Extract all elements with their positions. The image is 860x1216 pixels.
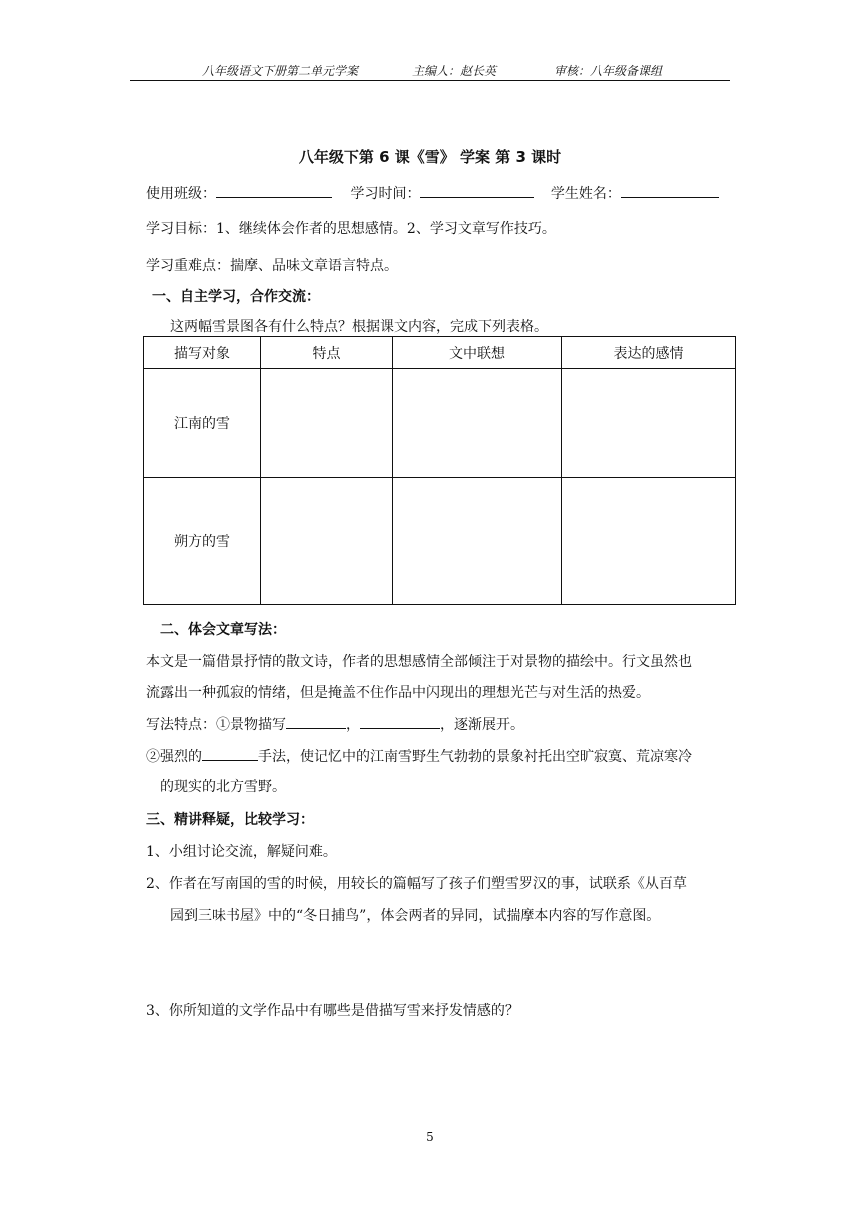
class-blank[interactable] bbox=[216, 185, 332, 198]
feature-blank-1[interactable] bbox=[286, 716, 346, 729]
table-header-feature: 特点 bbox=[261, 337, 393, 369]
item2-prefix: ②强烈的 bbox=[146, 749, 202, 765]
table-row bbox=[144, 369, 736, 478]
name-label: 学生姓名： bbox=[550, 186, 621, 202]
time-label: 学习时间： bbox=[350, 186, 421, 202]
item2-blank[interactable] bbox=[202, 748, 258, 761]
section2-para-line2: 流露出一种孤寂的情绪，但是掩盖不住作品中闪现出的理想光芒与对生活的热爱。 bbox=[146, 685, 650, 701]
section1-prompt: 这两幅雪景图各有什么特点？根据课文内容，完成下列表格。 bbox=[170, 319, 548, 335]
table-cell[interactable] bbox=[393, 369, 562, 478]
feature-sep: ， bbox=[346, 717, 360, 733]
question-2-line2: 园到三味书屋》中的“冬日捕鸟”，体会两者的异同，试揣摩本内容的写作意图。 bbox=[170, 908, 661, 924]
section2-para-line1: 本文是一篇借景抒情的散文诗，作者的思想感情全部倾注于对景物的描绘中。行文虽然也 bbox=[146, 654, 692, 670]
section1-heading: 一、自主学习，合作交流： bbox=[152, 289, 320, 305]
row-label-jiangnan: 江南的雪 bbox=[144, 369, 261, 478]
table-cell[interactable] bbox=[393, 478, 562, 605]
learning-goals: 学习目标：1、继续体会作者的思想感情。2、学习文章写作技巧。 bbox=[146, 221, 556, 237]
table-cell[interactable] bbox=[562, 369, 736, 478]
feature-blank-2[interactable] bbox=[360, 716, 440, 729]
name-blank[interactable] bbox=[621, 185, 719, 198]
section2-heading: 二、体会文章写法： bbox=[160, 622, 286, 638]
page-title: 八年级下第 6 课《雪》 学案 第 3 课时 bbox=[298, 148, 562, 166]
info-line bbox=[146, 183, 719, 203]
table-header-emotion: 表达的感情 bbox=[562, 337, 736, 369]
header-editor: 主编人：赵长英 bbox=[412, 64, 497, 78]
table-cell[interactable] bbox=[261, 369, 393, 478]
class-label: 使用班级： bbox=[146, 186, 216, 202]
question-1: 1、小组讨论交流，解疑问难。 bbox=[146, 844, 337, 860]
feature-suffix: ，逐渐展开。 bbox=[440, 717, 524, 733]
page-number: 5 bbox=[426, 1130, 434, 1144]
table-cell[interactable] bbox=[261, 478, 393, 605]
time-blank[interactable] bbox=[420, 185, 534, 198]
header-reviewer: 审核：八年级备课组 bbox=[554, 64, 663, 78]
feature-prefix: 写法特点：①景物描写 bbox=[146, 717, 286, 733]
header-book: 八年级语文下册第二单元学案 bbox=[202, 64, 359, 78]
row-label-shuofang: 朔方的雪 bbox=[144, 478, 261, 605]
table-row bbox=[144, 478, 736, 605]
table-cell[interactable] bbox=[562, 478, 736, 605]
running-header bbox=[130, 62, 730, 81]
comparison-table bbox=[143, 336, 736, 605]
writing-item2-line bbox=[146, 746, 692, 766]
table-header-association: 文中联想 bbox=[393, 337, 562, 369]
table-header-object: 描写对象 bbox=[144, 337, 261, 369]
item2-suffix: 手法，使记忆中的江南雪野生气勃勃的景象衬托出空旷寂寞、荒凉寒冷 bbox=[258, 749, 692, 765]
writing-feature-line bbox=[146, 714, 524, 734]
section3-heading: 三、精讲释疑，比较学习： bbox=[146, 812, 314, 828]
question-2-line1: 2、作者在写南国的雪的时候，用较长的篇幅写了孩子们塑雪罗汉的事，试联系《从百草 bbox=[146, 876, 687, 892]
writing-item2-line2: 的现实的北方雪野。 bbox=[160, 779, 286, 795]
question-3: 3、你所知道的文学作品中有哪些是借描写雪来抒发情感的？ bbox=[146, 1003, 519, 1019]
key-points: 学习重难点：揣摩、品味文章语言特点。 bbox=[146, 258, 398, 274]
